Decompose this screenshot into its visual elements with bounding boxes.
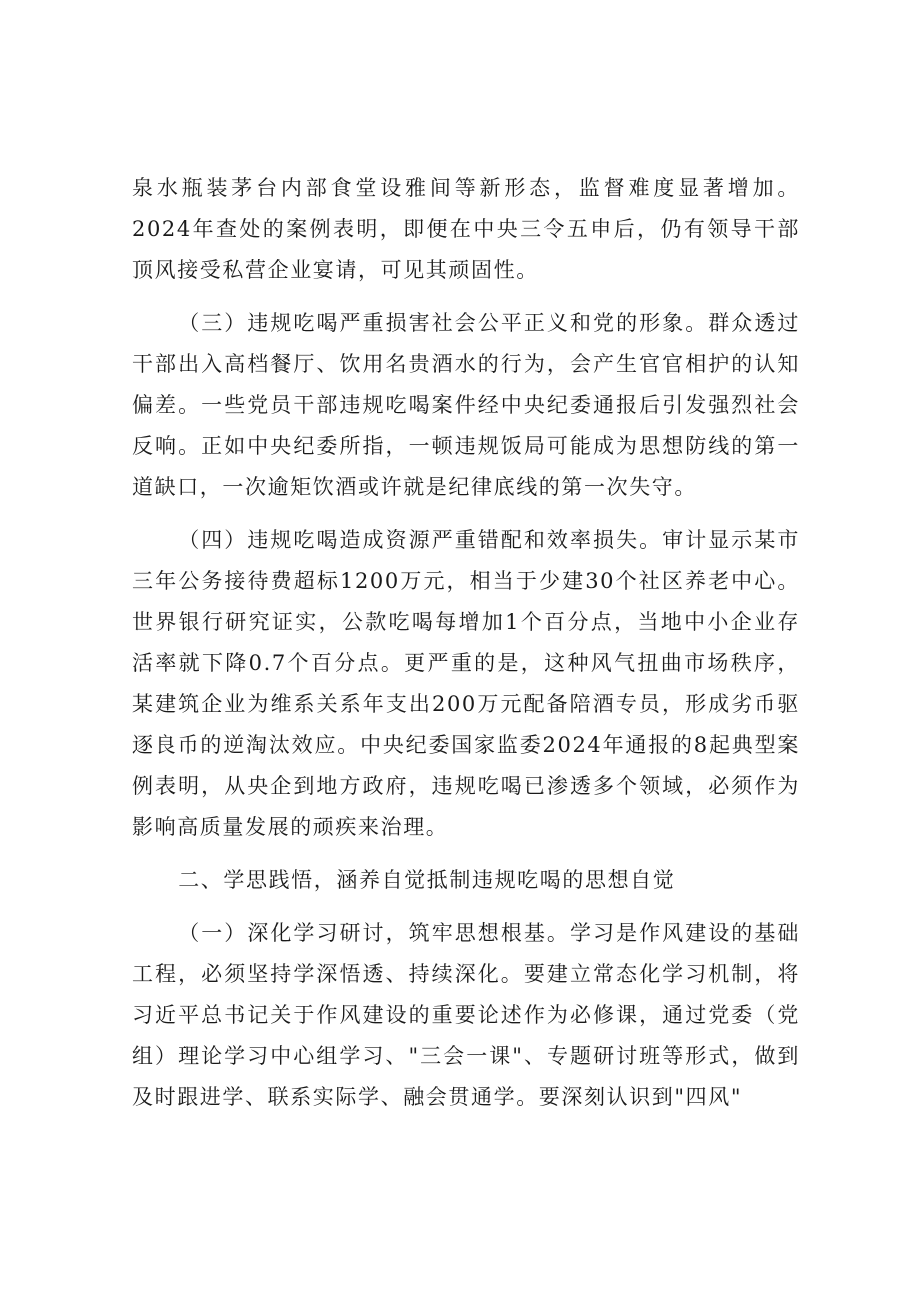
section-heading-two: 二、学思践悟，涵养自觉抵制违规吃喝的思想自觉 bbox=[178, 868, 676, 892]
paragraph-continuation: 泉水瓶装茅台内部食堂设雅间等新形态，监督难度显著增加。2024年查处的案例表明，即便在中央三令五申后，仍有领导干部顶风接受私营企业宴请，可见其顽固性。 bbox=[132, 176, 800, 282]
paragraph-subsection-one: （一）深化学习研讨，筑牢思想根基。学习是作风建设的基础工程，必须坚持学深悟透、持续深化。要建立常态化学习机制，将习近平总书记关于作风建设的重要论述作为必修课，通过党委（党组）理论学习中心组学习、"三会一课"、专题研讨班等形式，做到及时跟进学、联系实际学、融会贯通学。要深刻认识到"四风" bbox=[132, 921, 800, 1109]
document-body bbox=[132, 168, 800, 1130]
paragraph-section-three: （三）违规吃喝严重损害社会公平正义和党的形象。群众透过干部出入高档餐厅、饮用名贵酒水的行为，会产生官官相护的认知偏差。一些党员干部违规吃喝案件经中央纪委通报后引发强烈社会反响。正如中央纪委所指，一顿违规饭局可能成为思想防线的第一道缺口，一次逾矩饮酒或许就是纪律底线的第一次失守。 bbox=[132, 311, 800, 499]
paragraph-section-four: （四）违规吃喝造成资源严重错配和效率损失。审计显示某市三年公务接待费超标1200万元，相当于少建30个社区养老中心。世界银行研究证实，公款吃喝每增加1个百分点，当地中小企业存活率就下降0.7个百分点。更严重的是，这种风气扭曲市场秩序，某建筑企业为维系关系年支出200万元配备陪酒专员，形成劣币驱逐良币的逆淘汰效应。中央纪委国家监委2024年通报的8起典型案例表明，从央企到地方政府，违规吃喝已渗透多个领域，必须作为影响高质量发展的顽疾来治理。 bbox=[132, 528, 800, 839]
